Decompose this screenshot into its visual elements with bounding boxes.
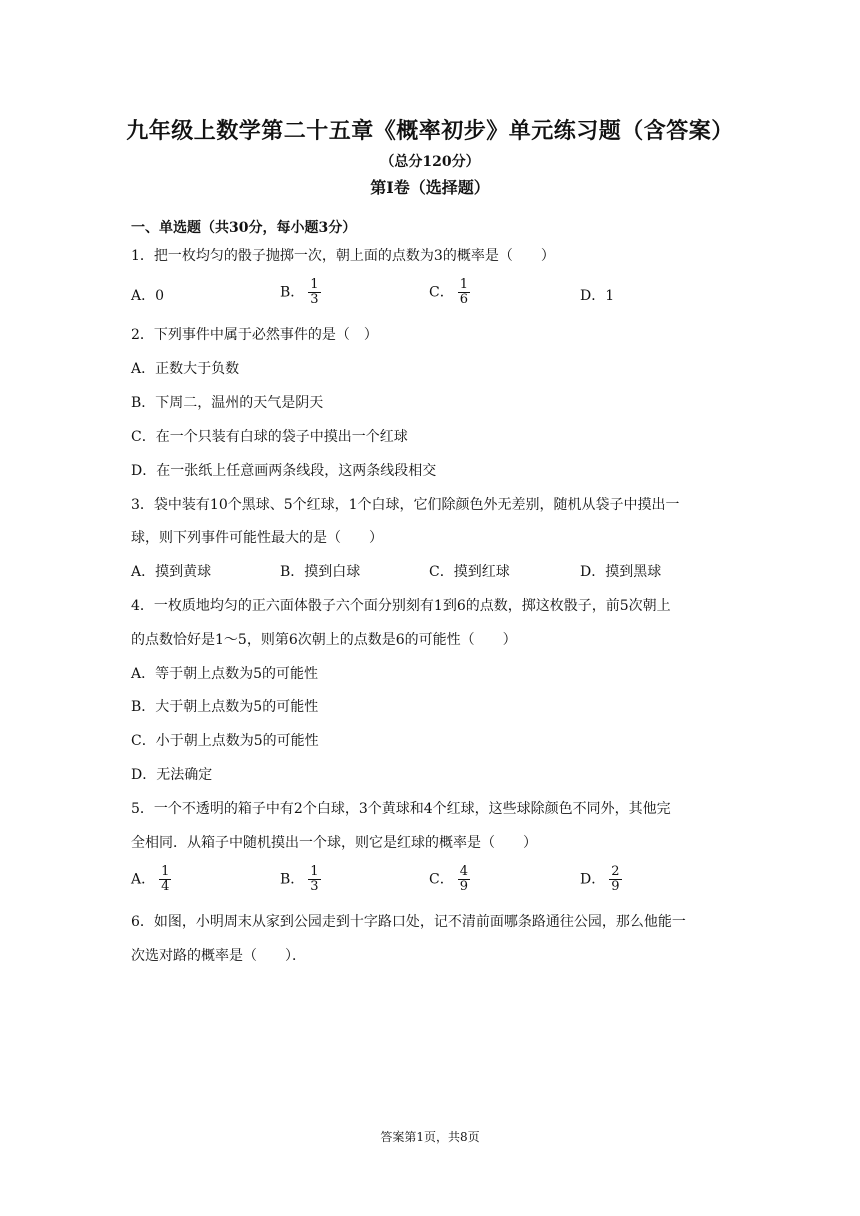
q1-option-d: D．1	[580, 288, 615, 304]
q4-option-a: A．等于朝上点数为5的可能性	[131, 666, 319, 682]
denominator: 9	[611, 879, 620, 894]
denominator: 6	[459, 292, 468, 307]
numerator: 1	[161, 864, 170, 879]
question-6-stem-line2: 次选对路的概率是（ ）．	[131, 948, 306, 964]
option-label: A．	[131, 871, 156, 888]
section-heading: 一、单选题（共30分，每小题3分）	[131, 220, 357, 236]
numerator: 4	[459, 864, 468, 879]
q5-option-a	[131, 865, 171, 894]
total-score: （总分120分）	[380, 154, 480, 170]
question-1-stem: 1．把一枚均匀的骰子抛掷一次，朝上面的点数为3的概率是（ ）	[131, 248, 555, 264]
question-4-stem-line2: 的点数恰好是1～5，则第6次朝上的点数是6的可能性（ ）	[131, 632, 517, 648]
numerator: 1	[459, 277, 468, 292]
fraction	[458, 865, 470, 894]
q3-option-c: C．摸到红球	[429, 564, 510, 580]
q4-option-b: B．大于朝上点数为5的可能性	[131, 699, 319, 715]
denominator: 3	[310, 292, 319, 307]
page-title: 九年级上数学第二十五章《概率初步》单元练习题（含答案）	[126, 118, 734, 144]
numerator: 1	[310, 277, 319, 292]
q3-option-b: B．摸到白球	[280, 564, 361, 580]
question-4-stem-line1: 4．一枚质地均匀的正六面体骰子六个面分别刻有1到6的点数，掷这枚骰子，前5次朝上	[131, 598, 671, 614]
fraction	[609, 865, 621, 894]
numerator: 1	[310, 864, 319, 879]
option-label: C．	[429, 871, 454, 888]
q2-option-a: A．正数大于负数	[131, 361, 240, 377]
fraction	[159, 865, 171, 894]
denominator: 9	[459, 879, 468, 894]
q1-option-b	[280, 278, 321, 307]
fraction	[308, 865, 320, 894]
q2-option-c: C．在一个只装有白球的袋子中摸出一个红球	[131, 429, 408, 445]
option-label: B．	[280, 284, 305, 301]
q4-option-d: D．无法确定	[131, 767, 213, 783]
denominator: 4	[161, 879, 170, 894]
q2-option-b: B．下周二，温州的天气是阴天	[131, 395, 324, 411]
q3-option-a: A．摸到黄球	[131, 564, 212, 580]
question-3-stem-line1: 3．袋中装有10个黑球、5个红球，1个白球，它们除颜色外无差别，随机从袋子中摸出一	[131, 497, 680, 513]
question-5-stem-line2: 全相同．从箱子中随机摸出一个球，则它是红球的概率是（ ）	[131, 835, 537, 851]
q2-option-d: D．在一张纸上任意画两条线段，这两条线段相交	[131, 463, 437, 479]
option-label: C．	[429, 284, 454, 301]
q5-option-b	[280, 865, 321, 894]
question-6-stem-line1: 6．如图，小明周末从家到公园走到十字路口处，记不清前面哪条路通往公园，那么他能一	[131, 914, 686, 930]
q5-option-d	[580, 865, 622, 894]
q1-option-c	[429, 278, 470, 307]
question-3-stem-line2: 球，则下列事件可能性最大的是（ ）	[131, 530, 383, 546]
option-label: D．	[580, 871, 606, 888]
part-heading: 第Ⅰ卷（选择题）	[370, 178, 490, 197]
fraction	[458, 278, 470, 307]
q5-option-c	[429, 865, 470, 894]
denominator: 3	[310, 879, 319, 894]
q1-option-a: A．0	[131, 288, 165, 304]
fraction	[308, 278, 320, 307]
question-5-stem-line1: 5．一个不透明的箱子中有2个白球，3个黄球和4个红球，这些球除颜色不同外，其他完	[131, 801, 671, 817]
q4-option-c: C．小于朝上点数为5的可能性	[131, 733, 319, 749]
option-label: B．	[280, 871, 305, 888]
question-2-stem: 2．下列事件中属于必然事件的是（ ）	[131, 327, 378, 343]
numerator: 2	[611, 864, 620, 879]
page-footer: 答案第1页，共8页	[380, 1130, 480, 1144]
q3-option-d: D．摸到黑球	[580, 564, 662, 580]
